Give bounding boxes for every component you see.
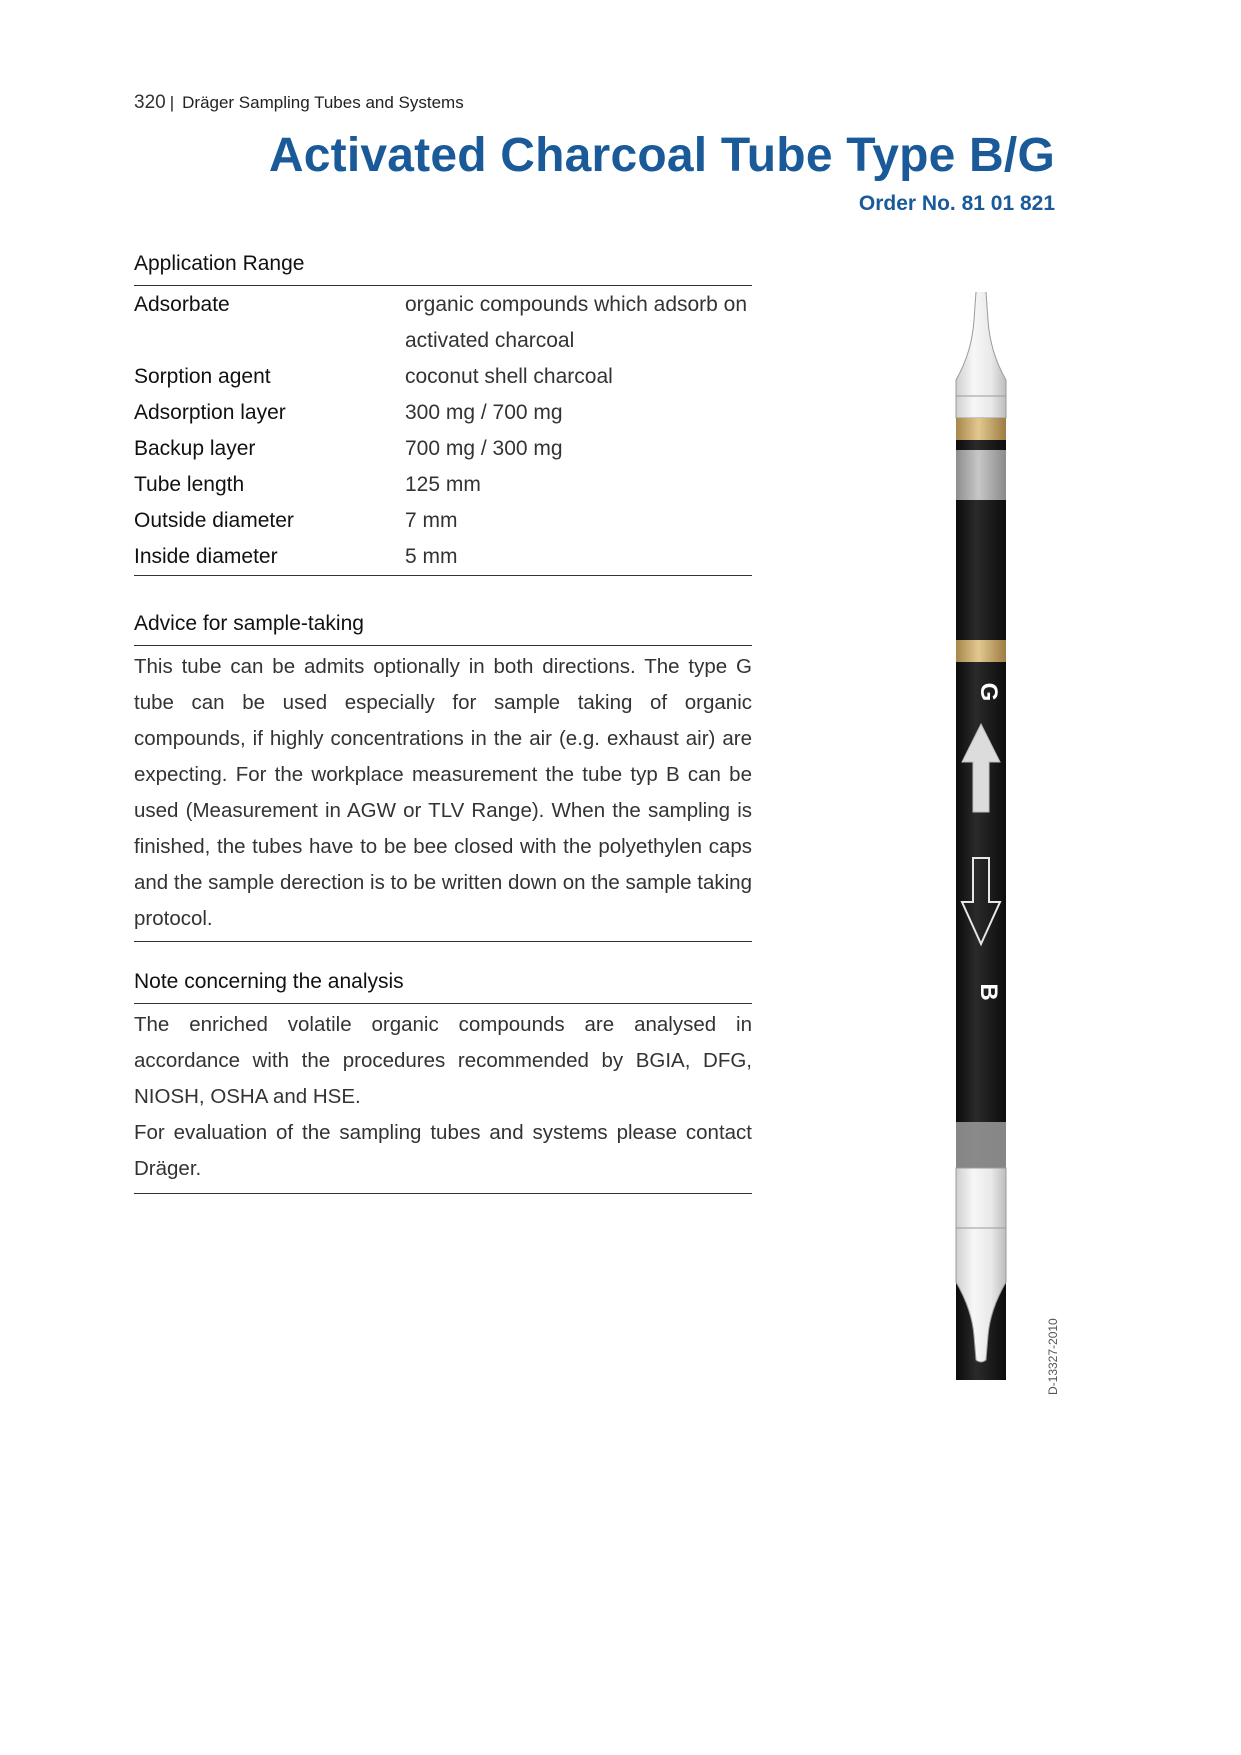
spec-value: 5 mm [405,545,458,568]
spec-value: 125 mm [405,473,481,496]
advice-heading: Advice for sample-taking [134,612,752,646]
tube-foam-plug [956,1122,1006,1168]
application-range-section [134,252,752,576]
table-row [134,359,752,395]
tube-gold-band [956,640,1006,662]
spec-label: Adsorbate [134,293,230,316]
tube-glass-bottom [956,1168,1006,1228]
table-row [134,287,752,359]
table-row [134,539,752,576]
page-title: Activated Charcoal Tube Type B/G [268,129,1055,182]
analysis-body [134,1004,752,1194]
table-row [134,395,752,431]
running-head [134,92,464,114]
running-title: Dräger Sampling Tubes and Systems [182,93,464,112]
spec-label: Sorption agent [134,365,271,388]
spec-value: 300 mg / 700 mg [405,401,563,424]
spec-label: Tube length [134,473,245,496]
advice-section [134,612,752,942]
analysis-contact-text: For evaluation of the sampling tubes and systems please contact Dräger. [134,1121,752,1180]
page-number: 320 [134,92,166,113]
analysis-heading: Note concerning the analysis [134,970,752,1004]
analysis-text: The enriched volatile organic compounds are analysed in accordance with the procedures recommended by BGIA, DFG, NIOSH, OSHA and HSE. [134,1013,752,1108]
table-row [134,467,752,503]
photo-credit: D-13327-2010 [1046,1318,1060,1395]
advice-text: This tube can be admits optionally in both directions. The type G tube can be used especially for sample taking of organic compounds, if highly concentrations in the air (e.g. exhaust air) are expecting. For the workplace measurement the tube typ B can be used (Measurement in AGW or TLV Range). When the sampling is finished, the tubes have to be bee closed with the polyethylen caps and the sample derection is to be written down on the sample taking protocol. [134,655,752,930]
tube-top-tip [956,292,1006,402]
tube-label-g: G [975,682,1002,702]
order-number: Order No. 81 01 821 [858,192,1055,215]
advice-body [134,646,752,942]
tube-gold-band [956,418,1006,440]
sampling-tube-image [944,292,1018,1520]
table-row [134,503,752,539]
tube-glass-top [956,396,1006,418]
spec-label: Adsorption layer [134,401,286,424]
spec-value: organic compounds which adsorb on activated charcoal [405,293,748,352]
table-row [134,431,752,467]
spec-value: 700 mg / 300 mg [405,437,563,460]
tube-grey-band [956,450,1006,500]
spec-table [134,287,752,576]
spec-value: 7 mm [405,509,458,532]
header-separator: | [169,93,175,112]
spec-label: Outside diameter [134,509,294,532]
tube-label-b: B [975,983,1002,1001]
spec-label: Inside diameter [134,545,278,568]
analysis-section [134,970,752,1194]
spec-value: coconut shell charcoal [405,365,613,388]
application-range-heading: Application Range [134,252,752,286]
spec-label: Backup layer [134,437,256,460]
